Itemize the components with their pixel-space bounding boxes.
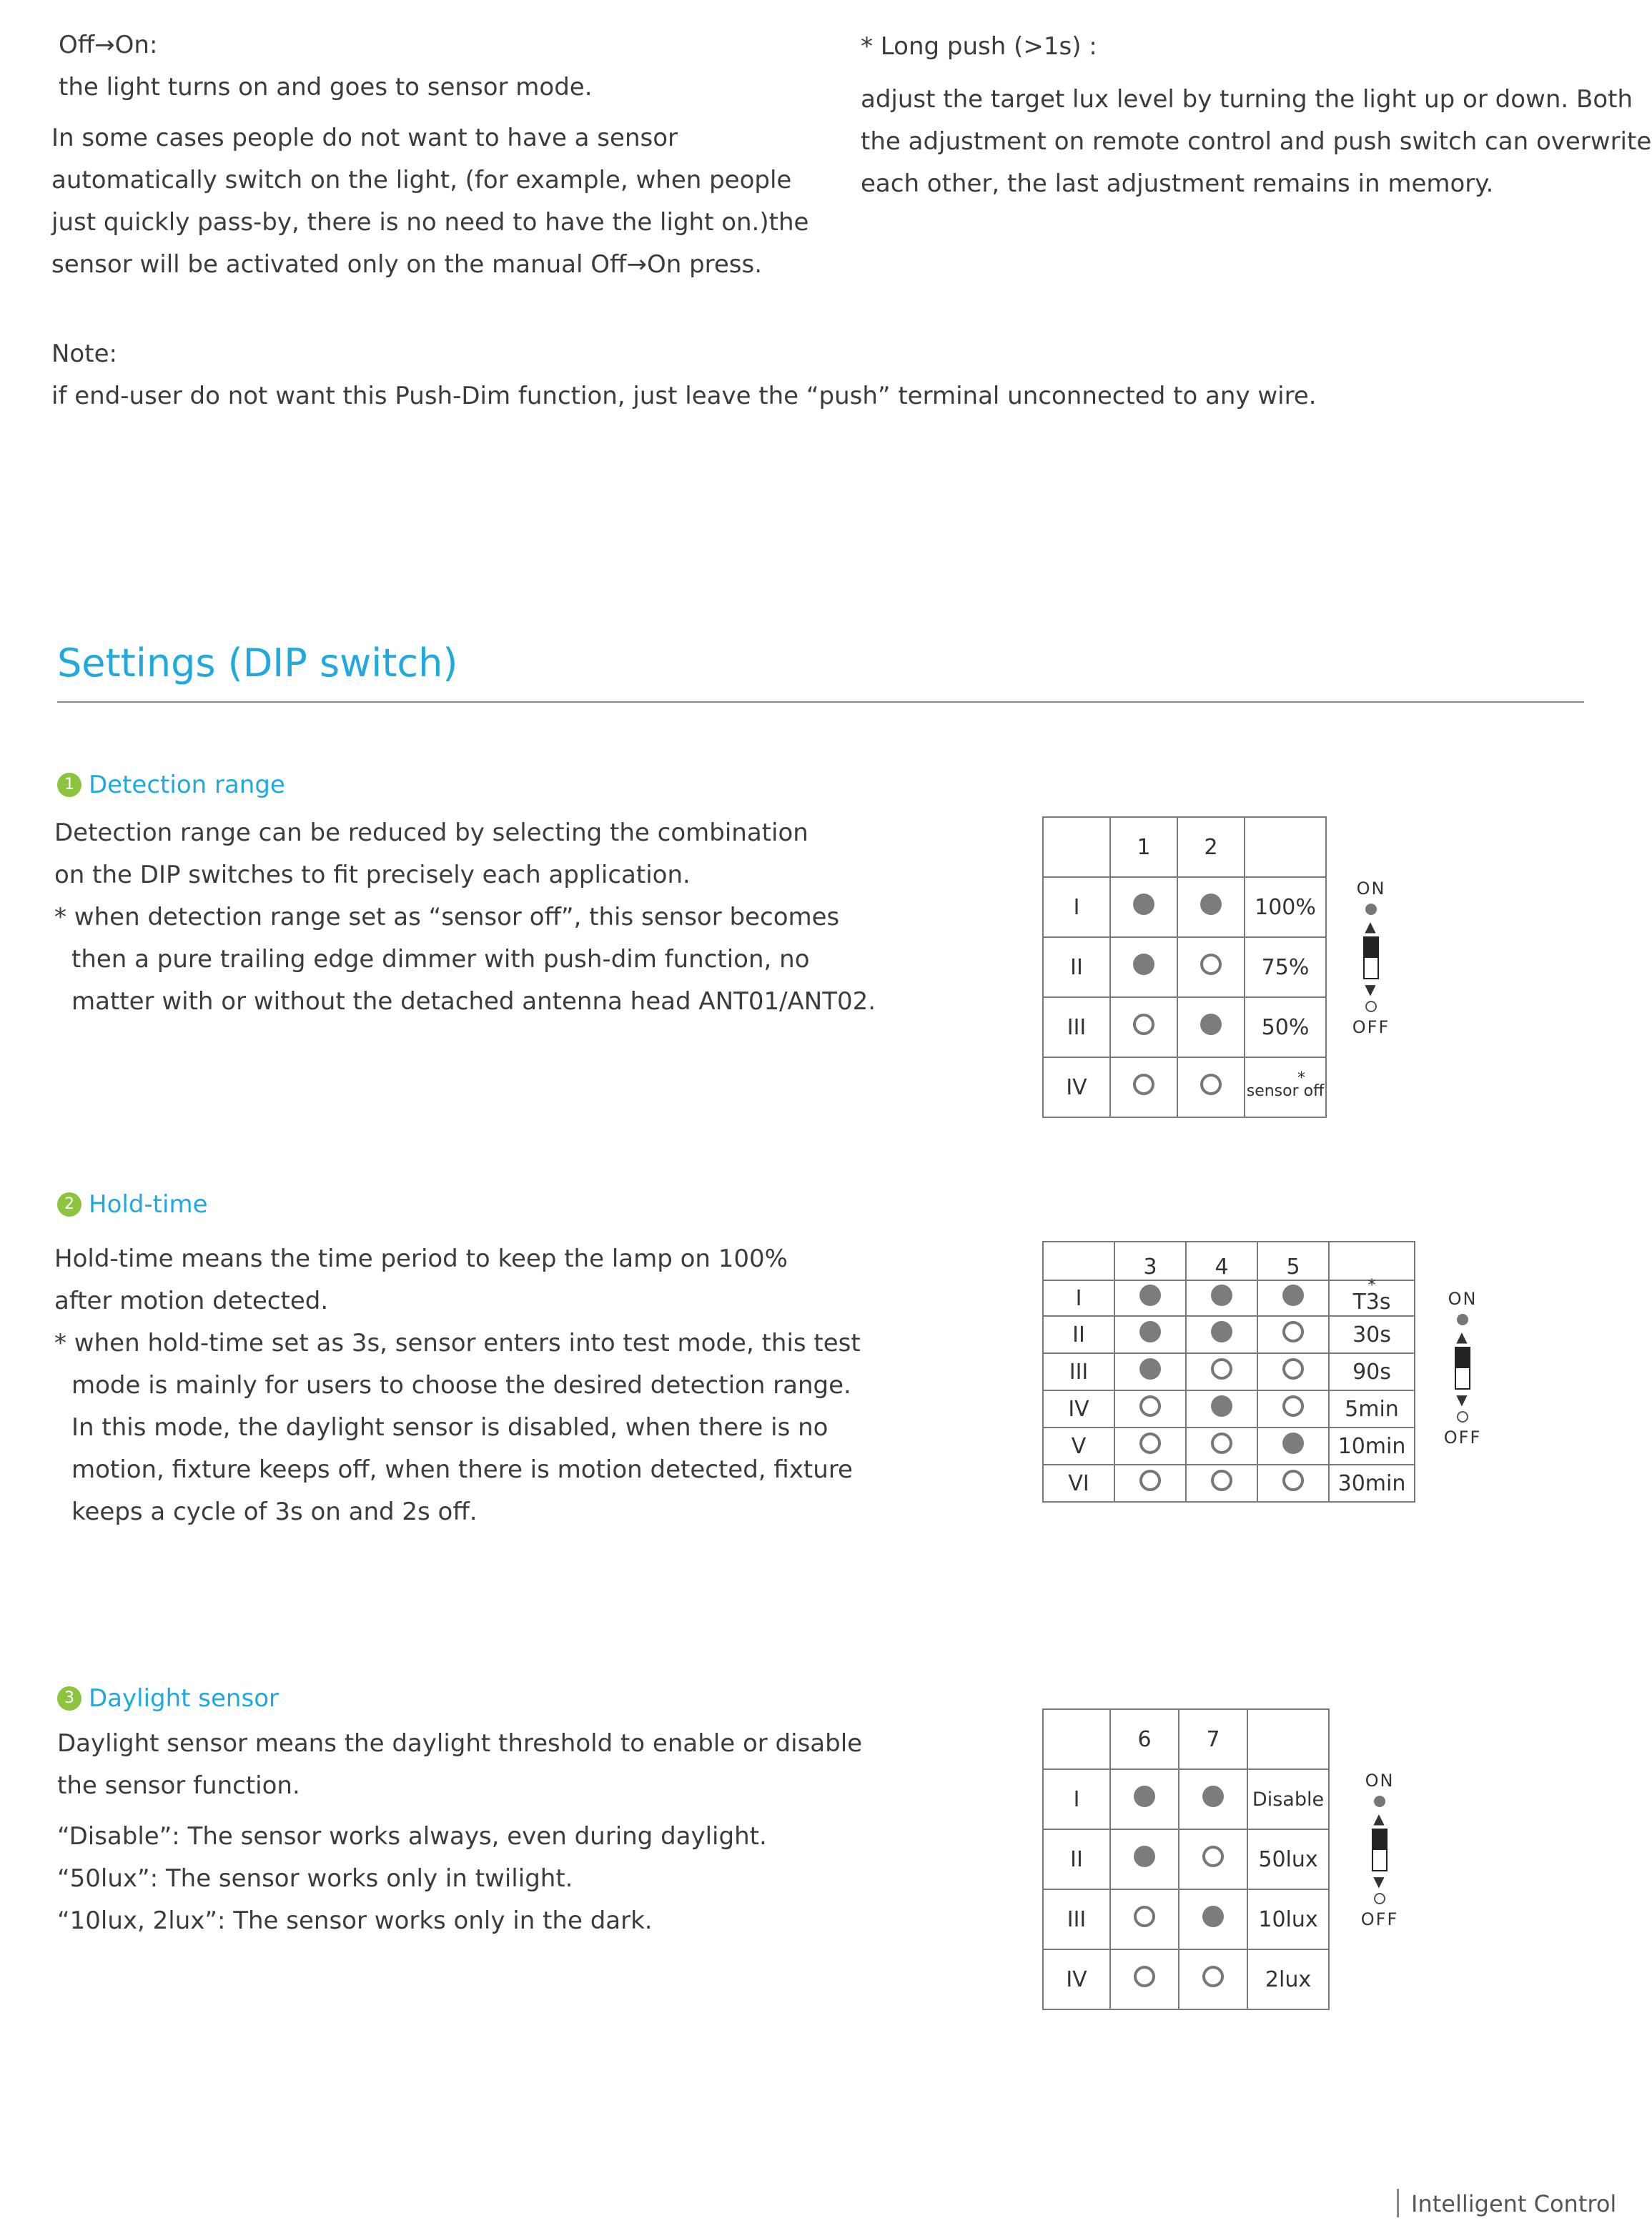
dip-cell bbox=[1110, 1889, 1179, 1949]
dip-on-dot-icon bbox=[1200, 894, 1222, 915]
dip-on-dot-icon bbox=[1139, 1285, 1161, 1306]
lux-value: 10lux bbox=[1247, 1889, 1329, 1949]
dip-off-dot-icon bbox=[1202, 1846, 1224, 1867]
dip-cell bbox=[1186, 1428, 1257, 1465]
dip-cell bbox=[1177, 1057, 1245, 1117]
number-badge-icon: 3 bbox=[57, 1686, 81, 1711]
dip-5-header: 5 bbox=[1257, 1242, 1329, 1280]
paragraph-line: Daylight sensor means the daylight threshold to enable or disable bbox=[57, 1729, 863, 1758]
dip-cell bbox=[1110, 937, 1177, 997]
table-row bbox=[1043, 1057, 1326, 1117]
dip-off-dot-icon bbox=[1200, 1074, 1222, 1095]
asterisk-mark: * bbox=[1297, 1069, 1305, 1087]
note-label: Note: bbox=[51, 340, 117, 368]
dip-on-dot-icon bbox=[1211, 1321, 1232, 1342]
row-label: III bbox=[1043, 997, 1110, 1057]
paragraph-line: the sensor function. bbox=[57, 1771, 300, 1800]
dip-on-dot-icon bbox=[1134, 1846, 1155, 1867]
table-row bbox=[1043, 1428, 1415, 1465]
dip-cell bbox=[1114, 1465, 1186, 1502]
dip-cell bbox=[1257, 1316, 1329, 1353]
dip-1-header: 1 bbox=[1110, 817, 1177, 877]
dip-cell bbox=[1114, 1428, 1186, 1465]
hold-value: 10min bbox=[1329, 1428, 1415, 1465]
paragraph-line: “Disable”: The sensor works always, even during daylight. bbox=[57, 1822, 767, 1851]
off-label: OFF bbox=[1443, 1428, 1482, 1448]
switch-toggle-icon bbox=[1455, 1347, 1470, 1390]
dip-on-dot-icon bbox=[1282, 1285, 1304, 1306]
row-label: III bbox=[1043, 1353, 1114, 1390]
on-label: ON bbox=[1448, 1289, 1478, 1309]
dip-on-dot-icon bbox=[1200, 1014, 1222, 1035]
hold-time-title: Hold-time bbox=[89, 1190, 208, 1219]
hold-value: 30s bbox=[1329, 1316, 1415, 1353]
dip-cell bbox=[1257, 1390, 1329, 1428]
off-dot-icon bbox=[1457, 1411, 1468, 1423]
range-value: 50% bbox=[1245, 997, 1326, 1057]
header-cell bbox=[1043, 1242, 1114, 1280]
table-row bbox=[1043, 1316, 1415, 1353]
paragraph-line: matter with or without the detached antenna head ANT01/ANT02. bbox=[71, 987, 876, 1016]
paragraph-line: mode is mainly for users to choose the desired detection range. bbox=[71, 1371, 851, 1400]
dip-cell bbox=[1177, 877, 1245, 937]
paragraph-line: In some cases people do not want to have a sensor bbox=[51, 124, 678, 152]
daylight-sensor-text bbox=[57, 1723, 862, 1807]
off-on-description: the light turns on and goes to sensor mode. bbox=[59, 73, 593, 102]
dip-cell bbox=[1186, 1280, 1257, 1316]
paragraph-line: on the DIP switches to fit precisely each application. bbox=[54, 861, 691, 889]
switch-toggle-icon bbox=[1363, 936, 1379, 979]
paragraph-line: “10lux, 2lux”: The sensor works only in the dark. bbox=[57, 1906, 653, 1935]
off-on-label: Off→On: bbox=[59, 31, 158, 59]
top-left-paragraph bbox=[51, 117, 808, 286]
table-row bbox=[1043, 1889, 1329, 1949]
dip-cell bbox=[1257, 1465, 1329, 1502]
paragraph-line: Hold-time means the time period to keep the lamp on 100% bbox=[54, 1245, 788, 1273]
arrow-up-icon: ▲ bbox=[1373, 1810, 1386, 1827]
dip-cell bbox=[1114, 1280, 1186, 1316]
row-label: IV bbox=[1043, 1390, 1114, 1428]
dip-on-dot-icon bbox=[1134, 1786, 1155, 1807]
dip-off-dot-icon bbox=[1282, 1395, 1304, 1417]
detection-range-title: Detection range bbox=[89, 771, 285, 799]
row-label: VI bbox=[1043, 1465, 1114, 1502]
dip-cell bbox=[1110, 1829, 1179, 1889]
paragraph-line: automatically switch on the light, (for example, when people bbox=[51, 166, 792, 194]
dip-on-dot-icon bbox=[1139, 1358, 1161, 1380]
hold-value: 5min bbox=[1329, 1390, 1415, 1428]
range-value: 75% bbox=[1245, 937, 1326, 997]
dip-cell bbox=[1179, 1829, 1247, 1889]
table-row bbox=[1043, 1465, 1415, 1502]
paragraph-line: after motion detected. bbox=[54, 1287, 329, 1315]
row-label: III bbox=[1043, 1889, 1110, 1949]
dip-cell bbox=[1110, 1057, 1177, 1117]
dip-2-header: 2 bbox=[1177, 817, 1245, 877]
dip-off-dot-icon bbox=[1282, 1321, 1304, 1342]
table-row bbox=[1043, 1769, 1329, 1829]
table-row bbox=[1043, 1280, 1415, 1316]
header-cell bbox=[1247, 1709, 1329, 1769]
daylight-sensor-heading bbox=[57, 1684, 279, 1713]
paragraph-line: “50lux”: The sensor works only in twilight. bbox=[57, 1864, 573, 1893]
note-block bbox=[51, 333, 1317, 417]
paragraph-line: keeps a cycle of 3s on and 2s off. bbox=[71, 1498, 478, 1526]
table-row bbox=[1043, 877, 1326, 937]
number-badge-icon: 1 bbox=[57, 773, 81, 797]
paragraph-line: sensor will be activated only on the manual Off→On press. bbox=[51, 250, 763, 279]
row-label: I bbox=[1043, 1280, 1114, 1316]
table-header-row bbox=[1043, 1242, 1415, 1280]
row-label: II bbox=[1043, 1316, 1114, 1353]
dip-off-dot-icon bbox=[1211, 1470, 1232, 1491]
note-text: if end-user do not want this Push-Dim function, just leave the “push” terminal unconnected to any wire. bbox=[51, 382, 1317, 410]
asterisk-mark: * bbox=[1367, 1276, 1376, 1295]
table-header-row bbox=[1043, 817, 1326, 877]
dip-cell bbox=[1114, 1316, 1186, 1353]
header-cell bbox=[1329, 1242, 1415, 1280]
paragraph-line: Detection range can be reduced by selecting the combination bbox=[54, 818, 808, 847]
section-divider bbox=[57, 701, 1584, 703]
dip-cell bbox=[1110, 997, 1177, 1057]
daylight-sensor-table bbox=[1042, 1708, 1330, 2010]
row-label: II bbox=[1043, 937, 1110, 997]
hold-value: 90s bbox=[1329, 1353, 1415, 1390]
off-dot-icon bbox=[1374, 1893, 1385, 1904]
dip-switch-diagram bbox=[1350, 878, 1393, 1038]
daylight-sensor-title: Daylight sensor bbox=[89, 1684, 279, 1713]
dip-cell bbox=[1114, 1390, 1186, 1428]
hold-value-cell bbox=[1329, 1276, 1415, 1316]
row-label: IV bbox=[1043, 1057, 1110, 1117]
on-label: ON bbox=[1365, 1771, 1395, 1791]
dip-off-dot-icon bbox=[1139, 1433, 1161, 1454]
dip-switch-diagram bbox=[1358, 1770, 1401, 1930]
row-label: I bbox=[1043, 1769, 1110, 1829]
header-cell bbox=[1043, 817, 1110, 877]
row-label: IV bbox=[1043, 1949, 1110, 2009]
dip-on-dot-icon bbox=[1202, 1786, 1224, 1807]
lux-value: Disable bbox=[1247, 1769, 1329, 1829]
dip-off-dot-icon bbox=[1202, 1966, 1224, 1987]
dip-cell bbox=[1114, 1353, 1186, 1390]
hold-time-text bbox=[54, 1238, 861, 1533]
dip-off-dot-icon bbox=[1134, 1906, 1155, 1927]
table-row bbox=[1043, 1390, 1415, 1428]
top-left-block bbox=[59, 24, 593, 109]
dip-7-header: 7 bbox=[1179, 1709, 1247, 1769]
dip-on-dot-icon bbox=[1133, 954, 1154, 975]
dip-off-dot-icon bbox=[1134, 1966, 1155, 1987]
dip-cell bbox=[1186, 1316, 1257, 1353]
header-cell bbox=[1043, 1709, 1110, 1769]
dip-cell bbox=[1257, 1280, 1329, 1316]
arrow-down-icon: ▼ bbox=[1456, 1391, 1469, 1408]
paragraph-line: each other, the last adjustment remains in memory. bbox=[861, 169, 1494, 198]
dip-cell bbox=[1110, 877, 1177, 937]
dip-cell bbox=[1186, 1353, 1257, 1390]
row-label: II bbox=[1043, 1829, 1110, 1889]
number-badge-icon: 2 bbox=[57, 1192, 81, 1217]
paragraph-line: then a pure trailing edge dimmer with push-dim function, no bbox=[71, 945, 810, 974]
detection-range-heading bbox=[57, 771, 285, 799]
table-row bbox=[1043, 1829, 1329, 1889]
dip-on-dot-icon bbox=[1139, 1321, 1161, 1342]
detection-range-table bbox=[1042, 816, 1327, 1118]
dip-cell bbox=[1257, 1353, 1329, 1390]
row-label: V bbox=[1043, 1428, 1114, 1465]
on-dot-icon bbox=[1457, 1314, 1468, 1325]
dip-off-dot-icon bbox=[1282, 1358, 1304, 1380]
table-header-row bbox=[1043, 1709, 1329, 1769]
off-label: OFF bbox=[1352, 1017, 1390, 1037]
off-dot-icon bbox=[1365, 1001, 1377, 1012]
paragraph-line: In this mode, the daylight sensor is disabled, when there is no bbox=[71, 1413, 829, 1442]
dip-cell bbox=[1186, 1390, 1257, 1428]
off-label: OFF bbox=[1360, 1909, 1399, 1929]
dip-cell bbox=[1177, 997, 1245, 1057]
dip-on-dot-icon bbox=[1282, 1433, 1304, 1454]
dip-cell bbox=[1257, 1428, 1329, 1465]
paragraph-line: adjust the target lux level by turning the light up or down. Both bbox=[861, 85, 1633, 114]
dip-off-dot-icon bbox=[1211, 1358, 1232, 1380]
dip-off-dot-icon bbox=[1139, 1395, 1161, 1417]
footer-text: Intelligent Control bbox=[1411, 2190, 1617, 2217]
hold-value: T3s bbox=[1352, 1289, 1391, 1315]
arrow-down-icon: ▼ bbox=[1365, 981, 1378, 998]
footer-divider bbox=[1397, 2189, 1399, 2217]
range-value: sensor off bbox=[1246, 1082, 1325, 1100]
arrow-down-icon: ▼ bbox=[1373, 1873, 1386, 1890]
hold-value: 30min bbox=[1329, 1465, 1415, 1502]
paragraph-line: the adjustment on remote control and push switch can overwrite bbox=[861, 127, 1652, 156]
dip-cell bbox=[1177, 937, 1245, 997]
detection-range-text bbox=[54, 812, 876, 1023]
dip-on-dot-icon bbox=[1202, 1906, 1224, 1927]
dip-on-dot-icon bbox=[1211, 1285, 1232, 1306]
dip-off-dot-icon bbox=[1133, 1074, 1154, 1095]
dip-off-dot-icon bbox=[1200, 954, 1222, 975]
lux-value: 2lux bbox=[1247, 1949, 1329, 2009]
dip-switch-diagram bbox=[1441, 1288, 1484, 1448]
dip-on-dot-icon bbox=[1211, 1395, 1232, 1417]
dip-cell bbox=[1186, 1465, 1257, 1502]
table-row bbox=[1043, 997, 1326, 1057]
on-label: ON bbox=[1356, 879, 1386, 899]
header-cell bbox=[1245, 817, 1326, 877]
table-row bbox=[1043, 1353, 1415, 1390]
long-push-title: * Long push (>1s) : bbox=[861, 32, 1097, 61]
top-right-paragraph bbox=[861, 79, 1651, 205]
dip-cell bbox=[1179, 1949, 1247, 2009]
dip-off-dot-icon bbox=[1211, 1433, 1232, 1454]
on-dot-icon bbox=[1365, 904, 1377, 915]
dip-off-dot-icon bbox=[1282, 1470, 1304, 1491]
row-label: I bbox=[1043, 877, 1110, 937]
table-row bbox=[1043, 1949, 1329, 2009]
hold-time-table bbox=[1042, 1241, 1415, 1503]
arrow-up-icon: ▲ bbox=[1365, 918, 1378, 935]
dip-off-dot-icon bbox=[1139, 1470, 1161, 1491]
lux-value: 50lux bbox=[1247, 1829, 1329, 1889]
dip-6-header: 6 bbox=[1110, 1709, 1179, 1769]
dip-cell bbox=[1110, 1949, 1179, 2009]
dip-3-header: 3 bbox=[1114, 1242, 1186, 1280]
paragraph-line: * when detection range set as “sensor off”, this sensor becomes bbox=[54, 903, 840, 931]
dip-on-dot-icon bbox=[1133, 894, 1154, 915]
switch-toggle-icon bbox=[1372, 1829, 1388, 1871]
daylight-sensor-options bbox=[57, 1816, 767, 1942]
dip-off-dot-icon bbox=[1133, 1014, 1154, 1035]
dip-cell bbox=[1110, 1769, 1179, 1829]
range-value-cell bbox=[1245, 1057, 1326, 1117]
paragraph-line: * when hold-time set as 3s, sensor enters into test mode, this test bbox=[54, 1329, 861, 1357]
paragraph-line: motion, fixture keeps off, when there is motion detected, fixture bbox=[71, 1455, 853, 1484]
table-row bbox=[1043, 937, 1326, 997]
arrow-up-icon: ▲ bbox=[1456, 1328, 1469, 1345]
paragraph-line: just quickly pass-by, there is no need to have the light on.)the bbox=[51, 208, 809, 237]
hold-time-heading bbox=[57, 1190, 207, 1219]
dip-4-header: 4 bbox=[1186, 1242, 1257, 1280]
dip-cell bbox=[1179, 1769, 1247, 1829]
range-value: 100% bbox=[1245, 877, 1326, 937]
dip-cell bbox=[1179, 1889, 1247, 1949]
section-title: Settings (DIP switch) bbox=[57, 640, 458, 686]
on-dot-icon bbox=[1374, 1796, 1385, 1807]
